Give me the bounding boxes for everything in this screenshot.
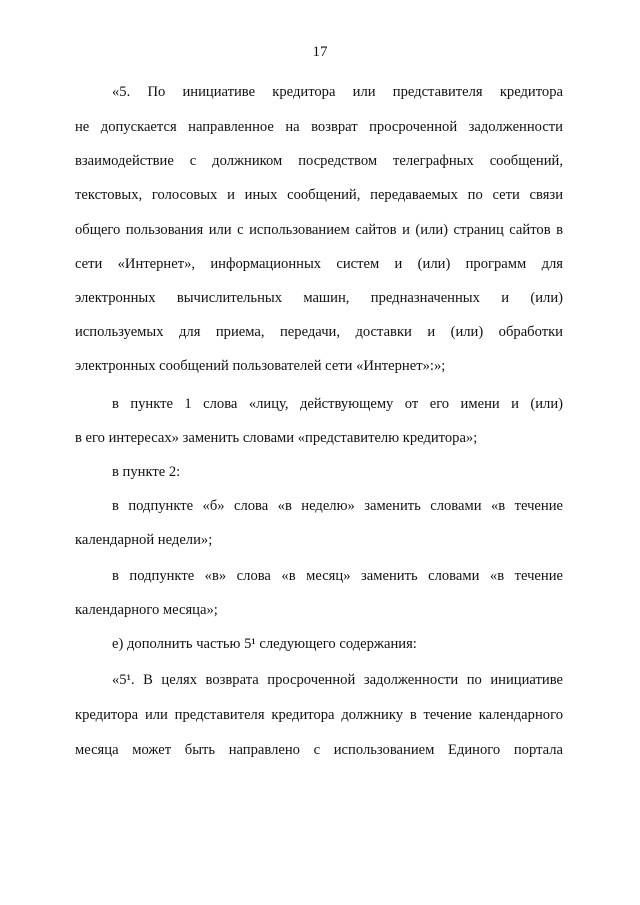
text-line: е) дополнить частью 5¹ следующего содержания: [112,636,417,652]
text-line: взаимодействие с должником посредством телеграфных сообщений, [75,153,563,169]
text-line: месяца может быть направлено с использованием Единого портала [75,742,563,758]
text-line: электронных сообщений пользователей сети «Интернет»:»; [75,358,446,374]
text-line: сети «Интернет», информационных систем и (или) программ для [75,256,563,272]
text-line: используемых для приема, передачи, доставки и (или) обработки [75,324,563,340]
text-line: в подпункте «б» слова «в неделю» заменить словами «в течение [112,498,563,514]
text-line: электронных вычислительных машин, предназначенных и (или) [75,290,563,306]
text-line: кредитора или представителя кредитора должнику в течение календарного [75,707,563,723]
text-line: в пункте 2: [112,464,181,480]
text-line: текстовых, голосовых и иных сообщений, передаваемых по сети связи [75,187,563,203]
text-line: общего пользования или с использованием сайтов и (или) страниц сайтов в [75,222,563,238]
text-line: в пункте 1 слова «лицу, действующему от его имени и (или) [112,396,563,412]
page-number: 17 [312,44,328,60]
text-line: «5¹. В целях возврата просроченной задолженности по инициативе [112,672,563,688]
text-line: календарной недели»; [75,532,213,548]
text-line: в подпункте «в» слова «в месяц» заменить словами «в течение [112,568,563,584]
text-line: в его интересах» заменить словами «представителю кредитора»; [75,430,478,446]
text-line: не допускается направленное на возврат просроченной задолженности [75,119,563,135]
text-line: календарного месяца»; [75,602,218,618]
text-line: «5. По инициативе кредитора или представителя кредитора [112,84,563,100]
